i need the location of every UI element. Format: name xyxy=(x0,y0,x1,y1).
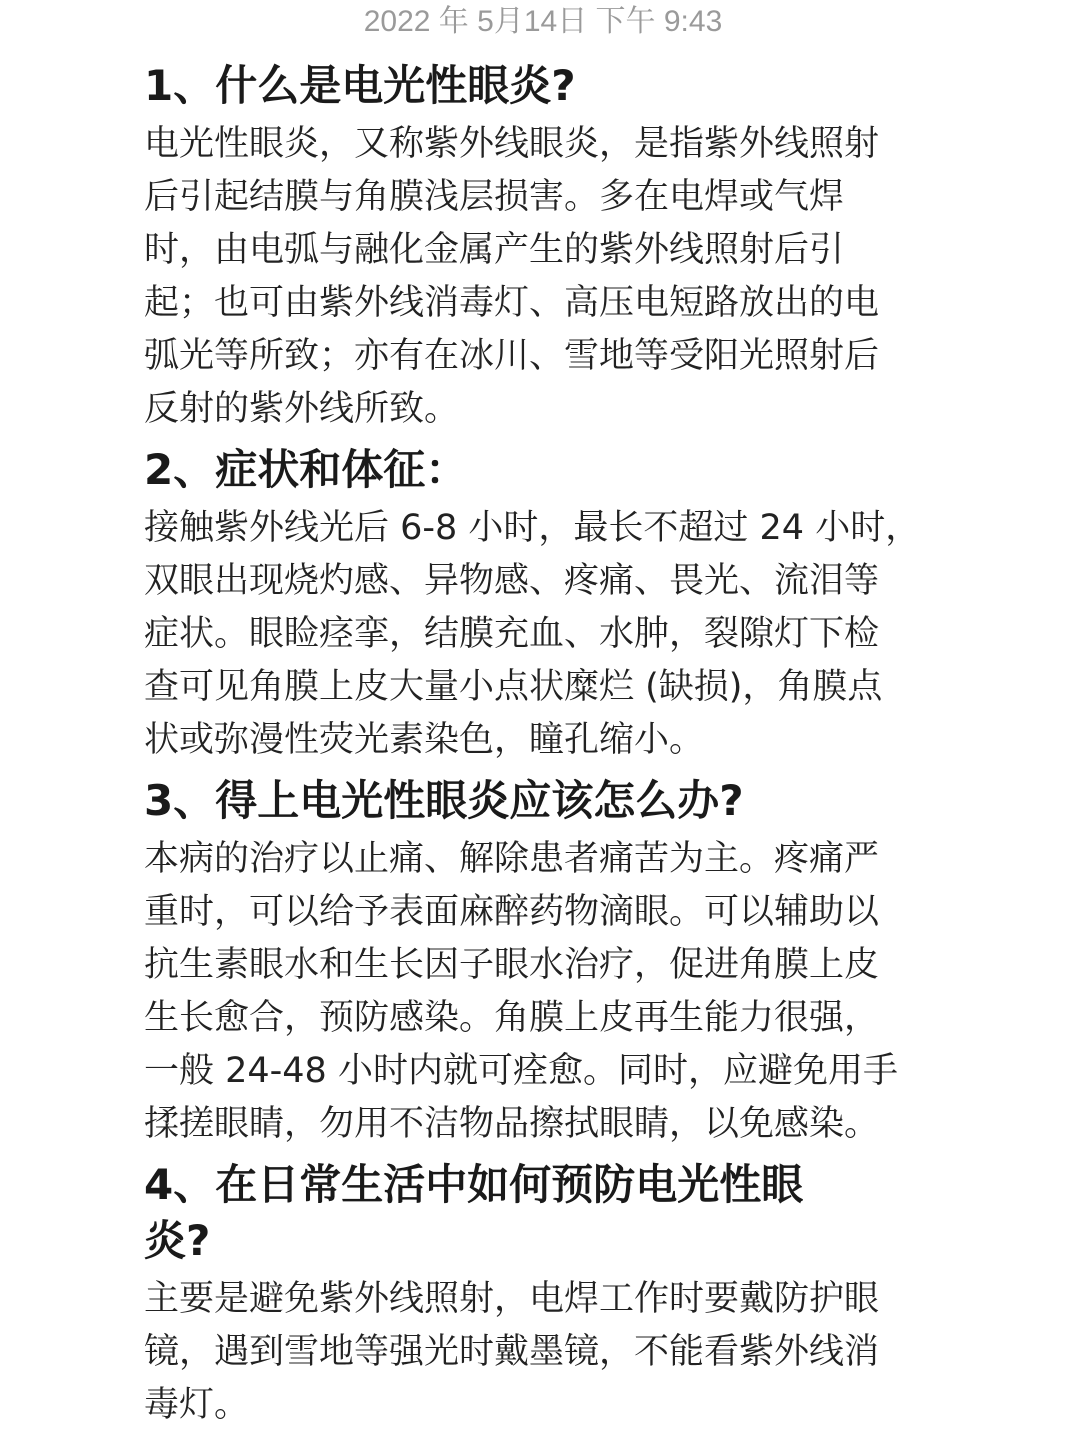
section-4-heading xyxy=(144,1157,934,1269)
section-4-body xyxy=(144,1273,934,1432)
body-line: 查可见角膜上皮大量小点状糜烂 (缺损)，角膜点 xyxy=(144,667,883,707)
note-body[interactable] xyxy=(144,58,934,1438)
section-1-body xyxy=(144,118,934,436)
body-line: 揉搓眼睛，勿用不洁物品擦拭眼睛，以免感染。 xyxy=(144,1104,880,1144)
section-3-body xyxy=(144,833,934,1151)
section-1-heading xyxy=(144,58,934,114)
body-line: 双眼出现烧灼感、异物感、疼痛、畏光、流泪等 xyxy=(144,561,880,601)
body-line: 后引起结膜与角膜浅层损害。多在电焊或气焊 xyxy=(144,177,845,217)
body-line: 抗生素眼水和生长因子眼水治疗，促进角膜上皮 xyxy=(144,945,880,985)
body-line: 弧光等所致；亦有在冰川、雪地等受阳光照射后 xyxy=(144,336,880,376)
body-line: 接触紫外线光后 6-8 小时，最长不超过 24 小时， xyxy=(144,508,921,548)
body-line: 重时，可以给予表面麻醉药物滴眼。可以辅助以 xyxy=(144,892,880,932)
body-line: 反射的紫外线所致。 xyxy=(144,389,460,429)
heading-line: 3、得上电光性眼炎应该怎么办? xyxy=(144,776,744,825)
heading-line: 4、在日常生活中如何预防电光性眼 xyxy=(144,1160,804,1209)
body-line: 症状。眼睑痉挛，结膜充血、水肿，裂隙灯下检 xyxy=(144,614,880,654)
heading-line: 1、什么是电光性眼炎? xyxy=(144,61,576,110)
body-line: 主要是避免紫外线照射，电焊工作时要戴防护眼 xyxy=(144,1279,880,1319)
body-line: 生长愈合，预防感染。角膜上皮再生能力很强， xyxy=(144,998,880,1038)
body-line: 电光性眼炎，又称紫外线眼炎，是指紫外线照射 xyxy=(144,124,880,164)
body-line: 毒灯。 xyxy=(144,1385,250,1425)
body-line: 一般 24-48 小时内就可痊愈。同时，应避免用手 xyxy=(144,1051,898,1091)
body-line: 起；也可由紫外线消毒灯、高压电短路放出的电 xyxy=(144,283,880,323)
note-timestamp: 2022 年 5月14日 下午 9:43 xyxy=(363,5,723,38)
body-line: 时，由电弧与融化金属产生的紫外线照射后引 xyxy=(144,230,845,270)
section-2-heading xyxy=(144,442,934,498)
body-line: 镜，遇到雪地等强光时戴墨镜，不能看紫外线消 xyxy=(144,1332,880,1372)
body-line: 本病的治疗以止痛、解除患者痛苦为主。疼痛严 xyxy=(144,839,880,879)
section-3-heading xyxy=(144,773,934,829)
heading-line: 2、症状和体征： xyxy=(144,445,468,494)
section-2-body xyxy=(144,502,934,767)
heading-line: 炎? xyxy=(144,1216,211,1265)
body-line: 状或弥漫性荧光素染色，瞳孔缩小。 xyxy=(144,720,705,760)
